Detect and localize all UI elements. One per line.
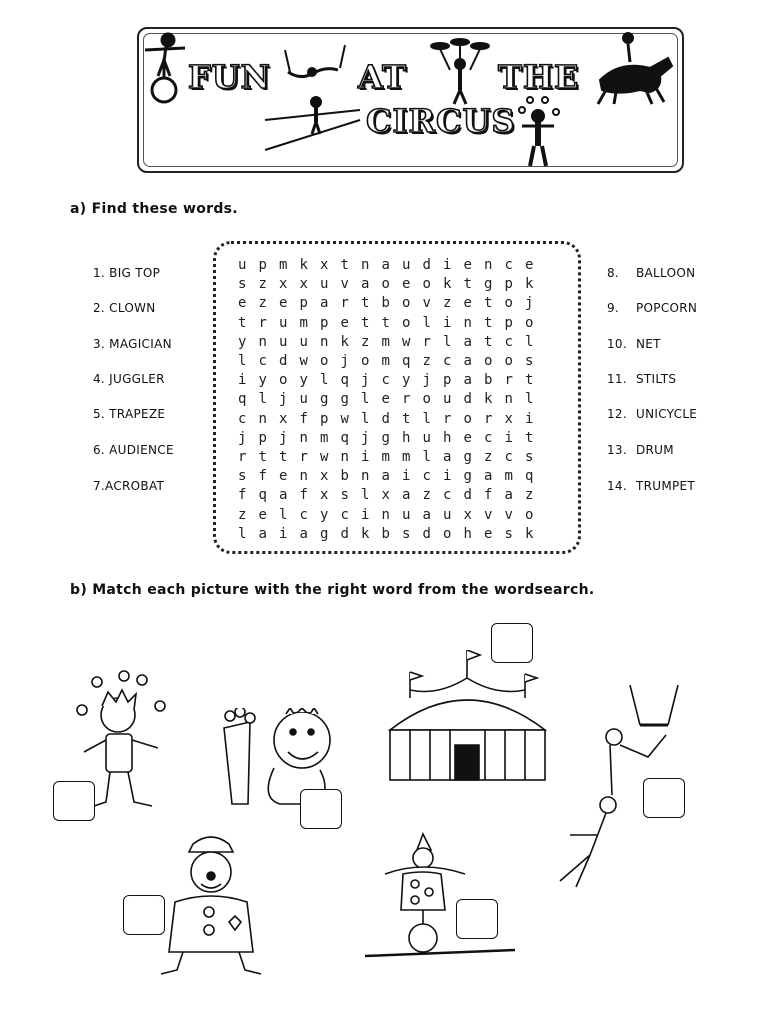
- grid-letter: o: [484, 353, 493, 369]
- grid-row: [238, 315, 546, 334]
- grid-letter: s: [238, 468, 247, 485]
- grid-letter: a: [422, 506, 431, 523]
- grid-letter: z: [258, 295, 267, 312]
- word-number: 8.: [607, 266, 620, 280]
- grid-letter: y: [402, 372, 411, 389]
- grid-letter: t: [484, 333, 493, 350]
- grid-letter: l: [279, 506, 288, 523]
- grid-letter: x: [279, 410, 288, 427]
- grid-letter: o: [463, 410, 472, 427]
- grid-letter: g: [340, 391, 349, 408]
- grid-letter: z: [422, 487, 431, 504]
- grid-letter: k: [525, 525, 534, 542]
- grid-letter: l: [443, 333, 452, 350]
- grid-letter: c: [258, 353, 267, 369]
- grid-letter: m: [402, 449, 411, 465]
- word-number: 11.: [607, 372, 627, 386]
- grid-letter: a: [484, 468, 493, 485]
- section-a-heading: a) Find these words.: [70, 201, 238, 217]
- grid-letter: o: [422, 276, 431, 293]
- grid-letter: n: [340, 449, 349, 465]
- word-item: 3. MAGICIAN: [93, 337, 172, 351]
- grid-letter: z: [443, 295, 452, 312]
- grid-letter: i: [443, 314, 452, 331]
- grid-letter: s: [525, 449, 534, 465]
- grid-letter: n: [484, 257, 493, 273]
- grid-letter: j: [525, 295, 534, 312]
- grid-letter: l: [258, 391, 267, 408]
- grid-letter: p: [299, 295, 308, 312]
- grid-letter: c: [299, 506, 308, 523]
- grid-letter: u: [443, 391, 452, 408]
- grid-letter: r: [443, 410, 452, 427]
- horse-rider-icon: [598, 33, 672, 104]
- grid-letter: m: [381, 333, 390, 350]
- grid-letter: y: [299, 372, 308, 389]
- grid-letter: f: [238, 487, 247, 504]
- grid-letter: e: [525, 257, 534, 273]
- grid-letter: j: [422, 372, 431, 389]
- grid-letter: f: [299, 410, 308, 427]
- grid-letter: t: [258, 449, 267, 465]
- grid-letter: b: [381, 525, 390, 542]
- grid-letter: t: [361, 295, 370, 312]
- grid-letter: e: [463, 429, 472, 446]
- grid-row: [238, 526, 546, 545]
- grid-letter: s: [238, 276, 247, 293]
- grid-letter: m: [381, 353, 390, 369]
- grid-letter: u: [299, 391, 308, 408]
- grid-letter: l: [320, 372, 329, 389]
- section-b-heading: b) Match each picture with the right word from the wordsearch.: [70, 582, 595, 598]
- grid-letter: a: [320, 295, 329, 312]
- grid-letter: l: [525, 333, 534, 350]
- grid-letter: c: [381, 372, 390, 389]
- word-item: TRUMPET: [636, 479, 696, 493]
- grid-letter: c: [238, 410, 247, 427]
- grid-letter: e: [463, 295, 472, 312]
- grid-letter: i: [443, 257, 452, 273]
- word-item: 1. BIG TOP: [93, 266, 161, 280]
- grid-letter: r: [484, 410, 493, 427]
- answer-box-juggler[interactable]: [53, 781, 95, 821]
- grid-letter: q: [238, 391, 247, 408]
- grid-letter: o: [525, 506, 534, 523]
- grid-letter: v: [484, 506, 493, 523]
- grid-letter: o: [504, 353, 513, 369]
- grid-letter: l: [361, 410, 370, 427]
- grid-letter: e: [279, 468, 288, 485]
- grid-letter: t: [279, 449, 288, 465]
- grid-letter: l: [422, 410, 431, 427]
- grid-letter: p: [320, 314, 329, 331]
- grid-letter: y: [238, 333, 247, 350]
- grid-letter: h: [402, 429, 411, 446]
- grid-letter: j: [361, 429, 370, 446]
- grid-letter: u: [279, 314, 288, 331]
- grid-letter: v: [422, 295, 431, 312]
- grid-letter: u: [402, 257, 411, 273]
- grid-letter: q: [340, 372, 349, 389]
- clown-picture: [155, 830, 265, 980]
- grid-letter: g: [320, 391, 329, 408]
- grid-letter: u: [320, 276, 329, 293]
- word-item: STILTS: [636, 372, 677, 386]
- grid-letter: f: [484, 487, 493, 504]
- grid-letter: i: [402, 468, 411, 485]
- grid-letter: j: [238, 429, 247, 446]
- grid-letter: q: [525, 468, 534, 485]
- grid-letter: w: [299, 353, 308, 369]
- answer-box-clown[interactable]: [123, 895, 165, 935]
- word-item: 2. CLOWN: [93, 301, 156, 315]
- grid-letter: z: [422, 353, 431, 369]
- grid-letter: t: [402, 410, 411, 427]
- word-item: UNICYCLE: [636, 407, 698, 421]
- grid-letter: t: [525, 372, 534, 389]
- grid-letter: d: [422, 257, 431, 273]
- grid-letter: u: [443, 506, 452, 523]
- answer-box-popcorn[interactable]: [300, 789, 342, 829]
- word-item: NET: [636, 337, 661, 351]
- grid-letter: m: [299, 314, 308, 331]
- grid-letter: d: [279, 353, 288, 369]
- grid-letter: r: [402, 391, 411, 408]
- grid-letter: l: [238, 525, 247, 542]
- grid-letter: t: [238, 314, 247, 331]
- grid-row: [238, 468, 546, 487]
- ball-juggler-icon: [519, 97, 559, 166]
- grid-letter: i: [443, 468, 452, 485]
- grid-letter: j: [279, 429, 288, 446]
- word-item: DRUM: [636, 443, 674, 457]
- grid-letter: t: [484, 314, 493, 331]
- grid-letter: n: [361, 468, 370, 485]
- grid-letter: p: [504, 276, 513, 293]
- answer-box-big-top[interactable]: [491, 623, 533, 663]
- grid-letter: f: [258, 468, 267, 485]
- grid-letter: v: [504, 506, 513, 523]
- grid-letter: t: [340, 257, 349, 273]
- grid-letter: p: [258, 257, 267, 273]
- grid-letter: y: [320, 506, 329, 523]
- grid-letter: l: [361, 487, 370, 504]
- grid-letter: k: [361, 525, 370, 542]
- grid-letter: n: [381, 506, 390, 523]
- grid-letter: o: [504, 295, 513, 312]
- grid-letter: g: [320, 525, 329, 542]
- grid-letter: z: [258, 276, 267, 293]
- grid-letter: d: [422, 525, 431, 542]
- big-top-picture: [380, 650, 555, 785]
- grid-letter: n: [504, 391, 513, 408]
- word-item: POPCORN: [636, 301, 698, 315]
- grid-letter: u: [422, 429, 431, 446]
- grid-letter: u: [299, 333, 308, 350]
- grid-letter: r: [238, 449, 247, 465]
- grid-letter: a: [463, 353, 472, 369]
- grid-letter: w: [340, 410, 349, 427]
- grid-letter: o: [402, 314, 411, 331]
- grid-letter: b: [484, 372, 493, 389]
- grid-letter: u: [238, 257, 247, 273]
- word-item: 6. AUDIENCE: [93, 443, 174, 457]
- grid-letter: p: [443, 372, 452, 389]
- grid-letter: i: [525, 410, 534, 427]
- grid-letter: c: [504, 333, 513, 350]
- grid-letter: i: [504, 429, 513, 446]
- grid-letter: w: [402, 333, 411, 350]
- grid-letter: q: [340, 429, 349, 446]
- grid-letter: c: [443, 487, 452, 504]
- grid-letter: k: [299, 257, 308, 273]
- grid-letter: i: [361, 506, 370, 523]
- grid-letter: j: [361, 372, 370, 389]
- grid-letter: a: [504, 487, 513, 504]
- grid-letter: m: [320, 429, 329, 446]
- grid-letter: k: [340, 333, 349, 350]
- grid-letter: j: [279, 391, 288, 408]
- grid-letter: d: [381, 410, 390, 427]
- grid-letter: e: [484, 525, 493, 542]
- grid-letter: q: [258, 487, 267, 504]
- trapeze-icon: [285, 45, 345, 77]
- grid-letter: x: [320, 468, 329, 485]
- grid-row: [238, 257, 546, 276]
- banner-word-fun: FUN: [188, 58, 271, 96]
- grid-letter: d: [463, 487, 472, 504]
- word-item: 4. JUGGLER: [93, 372, 165, 386]
- grid-row: [238, 334, 546, 353]
- grid-letter: a: [463, 333, 472, 350]
- grid-row: [238, 372, 546, 391]
- grid-row: [238, 449, 546, 468]
- answer-box-trapeze[interactable]: [643, 778, 685, 818]
- grid-letter: x: [381, 487, 390, 504]
- grid-letter: p: [258, 429, 267, 446]
- grid-letter: a: [381, 468, 390, 485]
- grid-letter: i: [361, 449, 370, 465]
- grid-letter: a: [402, 487, 411, 504]
- grid-letter: t: [361, 314, 370, 331]
- grid-letter: r: [258, 314, 267, 331]
- grid-letter: d: [463, 391, 472, 408]
- grid-letter: g: [463, 449, 472, 465]
- grid-letter: t: [381, 314, 390, 331]
- grid-letter: s: [525, 353, 534, 369]
- grid-letter: l: [422, 314, 431, 331]
- grid-letter: l: [525, 391, 534, 408]
- grid-letter: c: [504, 257, 513, 273]
- grid-letter: m: [279, 257, 288, 273]
- grid-letter: o: [361, 353, 370, 369]
- grid-letter: z: [361, 333, 370, 350]
- grid-letter: i: [238, 372, 247, 389]
- picture-matching-area: [0, 600, 768, 1024]
- grid-letter: g: [381, 429, 390, 446]
- grid-letter: o: [279, 372, 288, 389]
- grid-letter: r: [422, 333, 431, 350]
- grid-letter: o: [381, 276, 390, 293]
- grid-letter: i: [279, 525, 288, 542]
- word-item: BALLOON: [636, 266, 696, 280]
- grid-letter: n: [299, 468, 308, 485]
- grid-row: [238, 276, 546, 295]
- grid-letter: t: [463, 276, 472, 293]
- grid-letter: a: [443, 449, 452, 465]
- tightrope-walker-icon: [265, 97, 360, 150]
- grid-row: [238, 411, 546, 430]
- grid-letter: w: [320, 449, 329, 465]
- banner-word-circus: CIRCUS: [366, 102, 516, 140]
- grid-letter: x: [279, 276, 288, 293]
- grid-letter: k: [443, 276, 452, 293]
- grid-letter: l: [422, 449, 431, 465]
- grid-letter: b: [340, 468, 349, 485]
- grid-letter: j: [340, 353, 349, 369]
- grid-letter: o: [320, 353, 329, 369]
- grid-letter: a: [361, 276, 370, 293]
- word-item: 7.ACROBAT: [93, 479, 165, 493]
- grid-letter: t: [525, 429, 534, 446]
- grid-letter: o: [422, 391, 431, 408]
- grid-letter: n: [258, 333, 267, 350]
- grid-letter: k: [484, 391, 493, 408]
- plate-juggler-icon: [431, 39, 489, 104]
- grid-letter: d: [340, 525, 349, 542]
- grid-letter: h: [443, 429, 452, 446]
- grid-letter: c: [484, 429, 493, 446]
- grid-letter: r: [340, 295, 349, 312]
- grid-letter: o: [525, 314, 534, 331]
- grid-letter: o: [402, 295, 411, 312]
- word-number: 10.: [607, 337, 627, 351]
- word-number: 12.: [607, 407, 627, 421]
- banner-word-at: AT: [358, 58, 407, 96]
- grid-letter: e: [340, 314, 349, 331]
- grid-letter: c: [340, 506, 349, 523]
- grid-letter: p: [504, 314, 513, 331]
- grid-letter: u: [402, 506, 411, 523]
- grid-letter: n: [463, 314, 472, 331]
- grid-letter: x: [504, 410, 513, 427]
- grid-letter: r: [299, 449, 308, 465]
- grid-letter: s: [504, 525, 513, 542]
- grid-letter: z: [238, 506, 247, 523]
- grid-letter: x: [320, 487, 329, 504]
- grid-letter: e: [279, 295, 288, 312]
- grid-letter: e: [238, 295, 247, 312]
- word-number: 9.: [607, 301, 620, 315]
- grid-letter: x: [299, 276, 308, 293]
- grid-letter: e: [381, 391, 390, 408]
- grid-letter: x: [463, 506, 472, 523]
- grid-letter: l: [238, 353, 247, 369]
- grid-letter: m: [381, 449, 390, 465]
- grid-row: [238, 295, 546, 314]
- grid-letter: a: [381, 257, 390, 273]
- grid-letter: e: [258, 506, 267, 523]
- grid-letter: p: [320, 410, 329, 427]
- grid-letter: a: [299, 525, 308, 542]
- grid-row: [238, 391, 546, 410]
- unicyclist-icon: [145, 34, 185, 102]
- grid-letter: a: [463, 372, 472, 389]
- grid-letter: v: [340, 276, 349, 293]
- grid-letter: n: [299, 429, 308, 446]
- grid-row: [238, 487, 546, 506]
- grid-letter: g: [484, 276, 493, 293]
- grid-letter: s: [340, 487, 349, 504]
- grid-letter: g: [463, 468, 472, 485]
- grid-letter: a: [279, 487, 288, 504]
- grid-letter: q: [402, 353, 411, 369]
- grid-letter: s: [402, 525, 411, 542]
- grid-letter: n: [361, 257, 370, 273]
- grid-letter: m: [504, 468, 513, 485]
- grid-letter: y: [258, 372, 267, 389]
- grid-letter: c: [422, 468, 431, 485]
- grid-letter: b: [381, 295, 390, 312]
- grid-letter: e: [402, 276, 411, 293]
- grid-letter: l: [361, 391, 370, 408]
- grid-letter: k: [525, 276, 534, 293]
- grid-letter: t: [484, 295, 493, 312]
- grid-letter: r: [504, 372, 513, 389]
- grid-letter: c: [504, 449, 513, 465]
- unicycle-picture: [365, 830, 515, 965]
- answer-box-unicycle[interactable]: [456, 899, 498, 939]
- grid-letter: n: [258, 410, 267, 427]
- grid-letter: h: [463, 525, 472, 542]
- grid-letter: z: [525, 487, 534, 504]
- grid-letter: x: [320, 257, 329, 273]
- grid-row: [238, 430, 546, 449]
- grid-letter: o: [443, 525, 452, 542]
- grid-letter: e: [463, 257, 472, 273]
- word-item: 5. TRAPEZE: [93, 407, 166, 421]
- grid-letter: a: [258, 525, 267, 542]
- grid-letter: z: [484, 449, 493, 465]
- grid-row: [238, 507, 546, 526]
- grid-letter: f: [299, 487, 308, 504]
- grid-letter: c: [443, 353, 452, 369]
- banner-word-the: THE: [498, 58, 580, 96]
- grid-letter: n: [320, 333, 329, 350]
- grid-letter: u: [279, 333, 288, 350]
- grid-row: [238, 353, 546, 372]
- word-number: 13.: [607, 443, 627, 457]
- word-number: 14.: [607, 479, 627, 493]
